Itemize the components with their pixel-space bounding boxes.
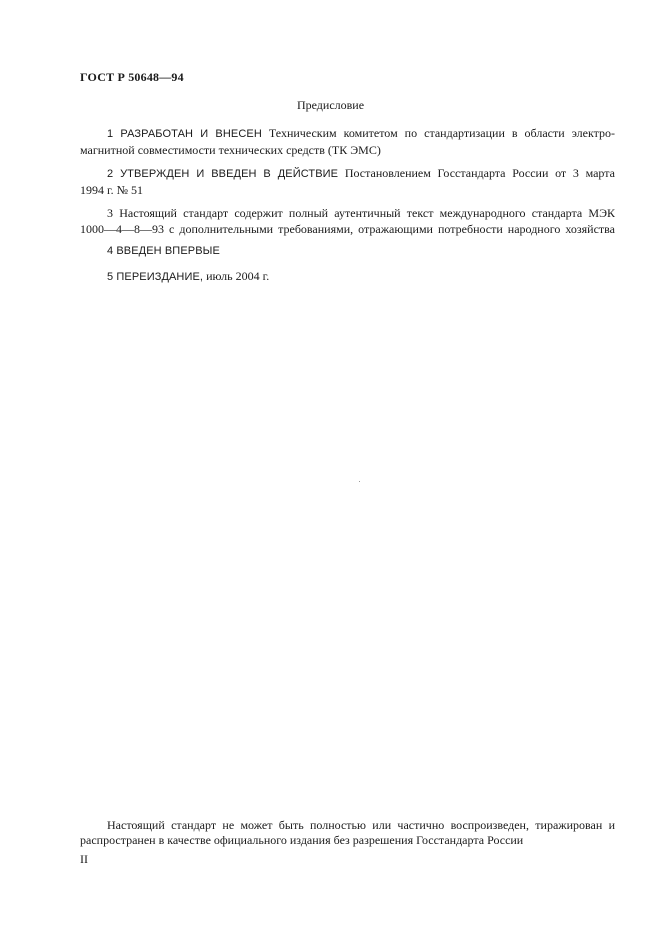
copyright-line-2: распространен в качестве официального издания без разрешения Госстандарта России: [80, 833, 524, 847]
preface-item-3-line-2: 1000—4—8—93 с дополнительными требованиями, отражающими потребности народного хозяйства: [80, 222, 615, 236]
preface-item-5-text: июль 2004 г.: [206, 269, 270, 283]
preface-item-1-text-1: Техническим комитетом по стандартизации в области электро-: [268, 126, 615, 140]
preface-item-1-lead: 1 РАЗРАБОТАН И ВНЕСЕН: [107, 128, 262, 140]
preface-item-2: [80, 165, 615, 198]
preface-item-1-line-2: магнитной совместимости технических средств (ТК ЭМС): [80, 143, 381, 157]
speck-mark: [359, 481, 360, 482]
preface-item-3: [80, 205, 615, 237]
page-number: II: [80, 852, 88, 866]
preface-title: Предисловие: [296, 98, 365, 112]
preface-item-1: [80, 125, 615, 158]
preface-item-4-lead: 4 ВВЕДЕН ВПЕРВЫЕ: [107, 245, 220, 257]
document-code: ГОСТ Р 50648—94: [80, 70, 184, 84]
preface-item-5-lead: 5 ПЕРЕИЗДАНИЕ,: [107, 271, 204, 283]
preface-item-2-lead: 2 УТВЕРЖДЕН И ВВЕДЕН В ДЕЙСТВИЕ: [107, 168, 339, 180]
copyright-notice: [80, 818, 615, 848]
preface-item-1-line-1: [80, 125, 615, 142]
preface-item-2-line-2: 1994 г. № 51: [80, 183, 144, 197]
preface-item-4-line-1: [80, 242, 615, 259]
preface-item-2-line-1: [80, 165, 615, 182]
preface-item-3-line-1: 3 Настоящий стандарт содержит полный аутентичный текст международного стандарта МЭК: [107, 206, 615, 220]
preface-item-2-text-1: Постановлением Госстандарта России от 3 марта: [344, 166, 615, 180]
preface-item-5: [80, 268, 615, 285]
preface-item-4: [80, 242, 615, 259]
copyright-line-1: Настоящий стандарт не может быть полностью или частично воспроизведен, тиражирован и: [107, 818, 615, 832]
preface-item-5-line-1: [80, 268, 615, 285]
